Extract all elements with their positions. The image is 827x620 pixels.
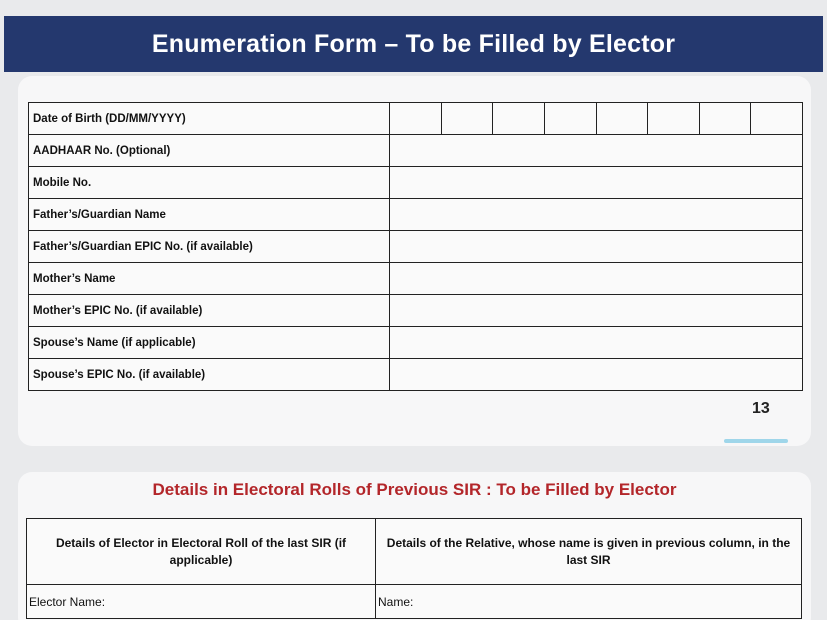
form-title: Enumeration Form – To be Filled by Elector bbox=[151, 29, 676, 58]
father-epic-label: Father’s/Guardian EPIC No. (if available) bbox=[29, 231, 390, 263]
dob-digit-box[interactable] bbox=[544, 103, 596, 135]
dob-digit-box[interactable] bbox=[390, 103, 442, 135]
table-row bbox=[29, 103, 803, 135]
father-epic-field[interactable] bbox=[390, 231, 803, 263]
form-header bbox=[4, 16, 823, 72]
dob-label: Date of Birth (DD/MM/YYYY) bbox=[29, 103, 390, 135]
elector-details-header: Details of Elector in Electoral Roll of the last SIR (if applicable) bbox=[27, 519, 376, 585]
previous-sir-title: Details in Electoral Rolls of Previous SIR : To be Filled by Elector bbox=[152, 480, 677, 499]
spouse-name-label: Spouse’s Name (if applicable) bbox=[29, 327, 390, 359]
table-row bbox=[29, 231, 803, 263]
table-row bbox=[29, 327, 803, 359]
accent-bar bbox=[724, 439, 788, 443]
aadhaar-label: AADHAAR No. (Optional) bbox=[29, 135, 390, 167]
aadhaar-field[interactable] bbox=[390, 135, 803, 167]
relative-name-field[interactable] bbox=[376, 585, 802, 619]
mother-name-field[interactable] bbox=[390, 263, 803, 295]
dob-digit-box[interactable] bbox=[493, 103, 545, 135]
mobile-label: Mobile No. bbox=[29, 167, 390, 199]
table-row bbox=[29, 167, 803, 199]
spouse-name-field[interactable] bbox=[390, 327, 803, 359]
elector-name-field[interactable] bbox=[27, 585, 376, 619]
relative-name-label: Name: bbox=[378, 594, 414, 609]
spouse-epic-field[interactable] bbox=[390, 359, 803, 391]
dob-digit-box[interactable] bbox=[596, 103, 648, 135]
spouse-epic-label: Spouse’s EPIC No. (if available) bbox=[29, 359, 390, 391]
dob-digit-box[interactable] bbox=[699, 103, 751, 135]
table-row bbox=[29, 359, 803, 391]
mother-epic-field[interactable] bbox=[390, 295, 803, 327]
table-row bbox=[27, 585, 802, 619]
dob-digit-box[interactable] bbox=[648, 103, 700, 135]
table-row bbox=[29, 263, 803, 295]
mother-name-label: Mother’s Name bbox=[29, 263, 390, 295]
table-row bbox=[29, 295, 803, 327]
father-name-field[interactable] bbox=[390, 199, 803, 231]
elector-details-table bbox=[28, 102, 803, 391]
mother-epic-label: Mother’s EPIC No. (if available) bbox=[29, 295, 390, 327]
page-number: 13 bbox=[752, 400, 770, 417]
dob-digit-box[interactable] bbox=[441, 103, 493, 135]
mobile-field[interactable] bbox=[390, 167, 803, 199]
previous-sir-table bbox=[26, 518, 802, 619]
table-row bbox=[29, 199, 803, 231]
father-name-label: Father’s/Guardian Name bbox=[29, 199, 390, 231]
elector-name-label: Elector Name: bbox=[29, 594, 106, 609]
table-row bbox=[29, 135, 803, 167]
dob-digit-box[interactable] bbox=[751, 103, 803, 135]
table-row bbox=[27, 519, 802, 585]
relative-details-header: Details of the Relative, whose name is given in previous column, in the last SIR bbox=[376, 519, 802, 585]
